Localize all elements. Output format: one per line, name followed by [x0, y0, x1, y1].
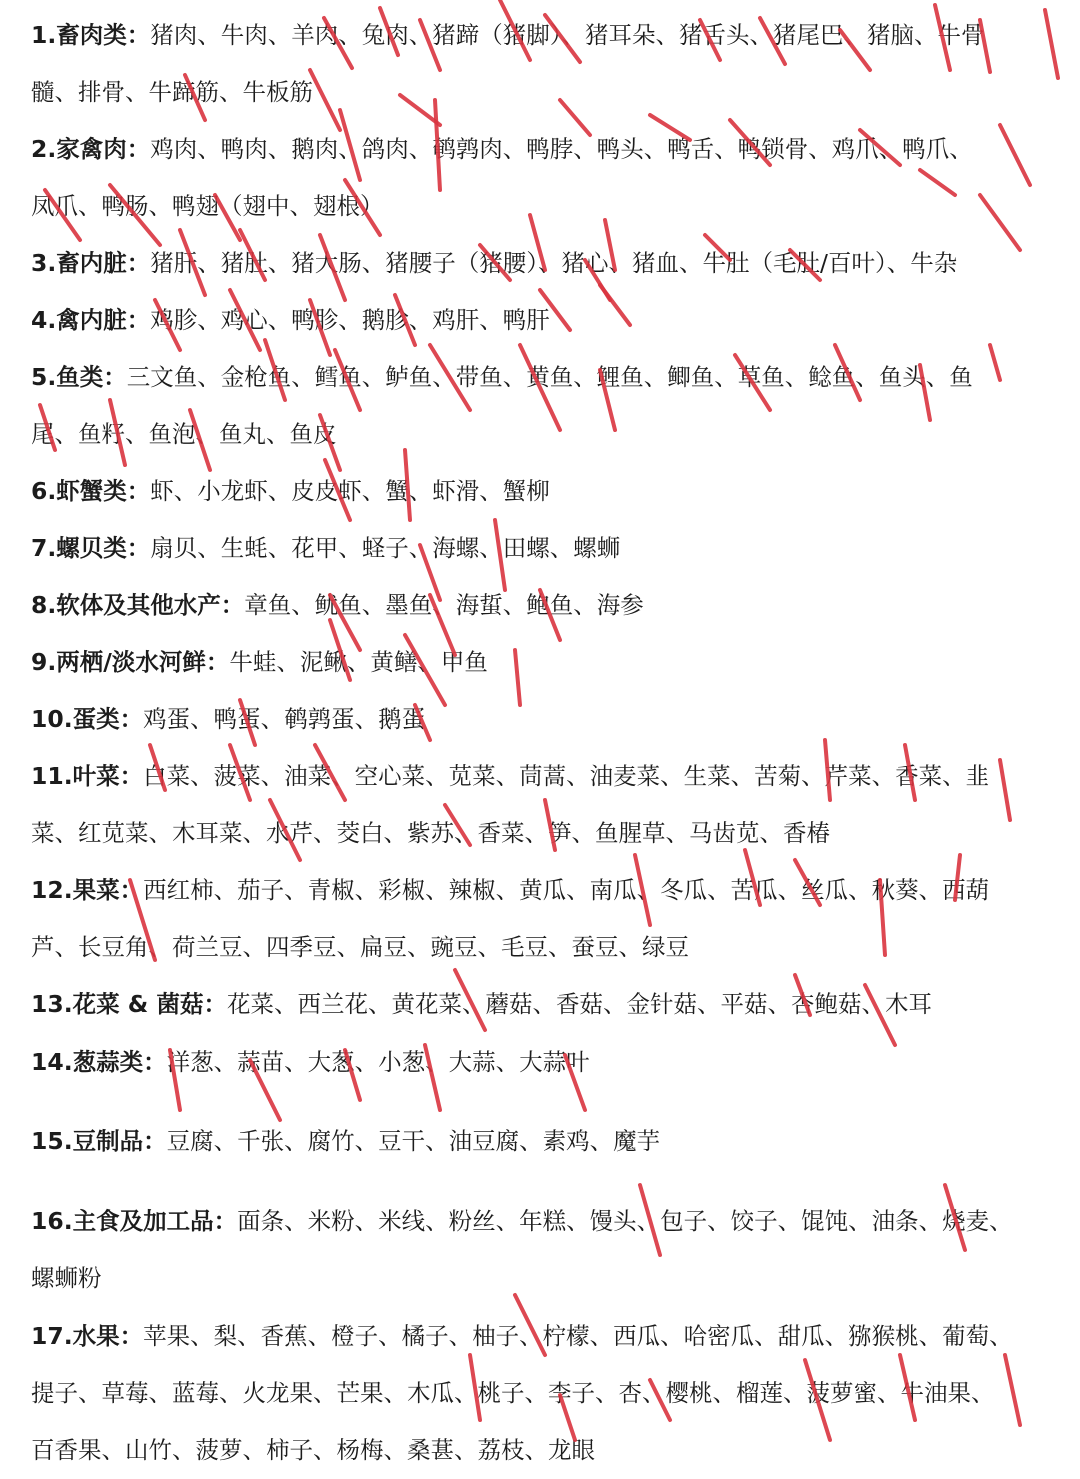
list-line	[31, 703, 1061, 735]
category-title: 1.畜肉类：	[31, 21, 151, 49]
category-items: 三文鱼、金枪鱼、鳕鱼、鲈鱼、带鱼、黄鱼、鲤鱼、鲫鱼、草鱼、鲶鱼、鱼头、鱼	[126, 363, 973, 391]
list-line	[31, 589, 1061, 621]
list-line	[31, 190, 1061, 222]
list-line	[31, 1434, 1061, 1466]
list-line	[31, 760, 1061, 792]
list-line	[31, 418, 1061, 450]
list-line	[31, 76, 1061, 108]
list-line	[31, 247, 1061, 279]
category-items: 扇贝、生蚝、花甲、蛏子、海螺、田螺、螺蛳	[150, 534, 621, 562]
list-line	[31, 1377, 1061, 1409]
category-items: 苹果、梨、香蕉、橙子、橘子、柚子、柠檬、西瓜、哈密瓜、甜瓜、猕猴桃、葡萄、	[143, 1322, 1013, 1350]
category-items: 豆腐、千张、腐竹、豆干、油豆腐、素鸡、魔芋	[166, 1127, 661, 1155]
list-line	[31, 304, 1061, 336]
category-items: 鸡胗、鸡心、鸭胗、鹅胗、鸡肝、鸭肝	[150, 306, 550, 334]
category-title: 17.水果：	[31, 1322, 144, 1350]
category-title: 2.家禽肉：	[31, 135, 151, 163]
category-title: 6.虾蟹类：	[31, 477, 151, 505]
list-line	[31, 1262, 1061, 1294]
list-line	[31, 817, 1061, 849]
list-line	[31, 931, 1061, 963]
list-line	[31, 475, 1061, 507]
category-title: 10.蛋类：	[31, 705, 144, 733]
category-items: 鸡肉、鸭肉、鹅肉、鸽肉、鹌鹑肉、鸭脖、鸭头、鸭舌、鸭锁骨、鸡爪、鸭爪、	[150, 135, 973, 163]
category-title: 14.葱蒜类：	[31, 1048, 167, 1076]
category-items: 螺蛳粉	[31, 1264, 102, 1292]
list-line	[31, 646, 1061, 678]
category-title: 7.螺贝类：	[31, 534, 151, 562]
list-line	[31, 19, 1061, 51]
list-line	[31, 1205, 1061, 1237]
category-items: 章鱼、鱿鱼、墨鱼、海蜇、鲍鱼、海参	[244, 591, 644, 619]
list-line	[31, 874, 1061, 906]
category-items: 髓、排骨、牛蹄筋、牛板筋	[31, 78, 313, 106]
category-title: 16.主食及加工品：	[31, 1207, 238, 1235]
list-line	[31, 1125, 1061, 1157]
category-items: 猪肝、猪肚、猪大肠、猪腰子（猪腰）、猪心、猪血、牛肚（毛肚/百叶）、牛杂	[150, 249, 958, 277]
category-title: 11.叶菜：	[31, 762, 144, 790]
category-title: 13.花菜 & 菌菇：	[31, 990, 227, 1018]
category-items: 提子、草莓、蓝莓、火龙果、芒果、木瓜、桃子、李子、杏、樱桃、榴莲、菠萝蜜、牛油果、	[31, 1379, 995, 1407]
category-title: 8.软体及其他水产：	[31, 591, 245, 619]
list-line	[31, 133, 1061, 165]
category-items: 百香果、山竹、菠萝、柿子、杨梅、桑葚、荔枝、龙眼	[31, 1436, 595, 1464]
category-items: 凤爪、鸭肠、鸭翅（翅中、翅根）	[31, 192, 384, 220]
category-items: 尾、鱼籽、鱼泡、鱼丸、鱼皮	[31, 420, 337, 448]
category-items: 虾、小龙虾、皮皮虾、蟹、虾滑、蟹柳	[150, 477, 550, 505]
category-items: 白菜、菠菜、油菜、空心菜、苋菜、茼蒿、油麦菜、生菜、苦菊、芹菜、香菜、韭	[143, 762, 990, 790]
category-title: 3.畜内脏：	[31, 249, 151, 277]
category-title: 15.豆制品：	[31, 1127, 167, 1155]
category-items: 芦、长豆角、荷兰豆、四季豆、扁豆、豌豆、毛豆、蚕豆、绿豆	[31, 933, 689, 961]
category-title: 9.两栖/淡水河鲜：	[31, 648, 230, 676]
category-items: 牛蛙、泥鳅、黄鳝、甲鱼	[229, 648, 488, 676]
category-items: 西红柿、茄子、青椒、彩椒、辣椒、黄瓜、南瓜、冬瓜、苦瓜、丝瓜、秋葵、西葫	[143, 876, 990, 904]
category-items: 洋葱、蒜苗、大葱、小葱、大蒜、大蒜叶	[166, 1048, 590, 1076]
category-items: 鸡蛋、鸭蛋、鹌鹑蛋、鹅蛋	[143, 705, 426, 733]
list-line	[31, 532, 1061, 564]
list-line	[31, 1046, 1061, 1078]
list-line	[31, 1320, 1061, 1352]
list-line	[31, 988, 1061, 1020]
category-title: 5.鱼类：	[31, 363, 127, 391]
category-items: 花菜、西兰花、黄花菜、蘑菇、香菇、金针菇、平菇、杏鲍菇、木耳	[227, 990, 932, 1018]
list-line	[31, 361, 1061, 393]
category-title: 4.禽内脏：	[31, 306, 151, 334]
category-items: 菜、红苋菜、木耳菜、水芹、茭白、紫苏、香菜、笋、鱼腥草、马齿苋、香椿	[31, 819, 830, 847]
category-title: 12.果菜：	[31, 876, 144, 904]
category-items: 猪肉、牛肉、羊肉、兔肉、猪蹄（猪脚）、猪耳朵、猪舌头、猪尾巴、猪脑、牛骨	[150, 21, 985, 49]
category-items: 面条、米粉、米线、粉丝、年糕、馒头、包子、饺子、馄饨、油条、烧麦、	[237, 1207, 1013, 1235]
